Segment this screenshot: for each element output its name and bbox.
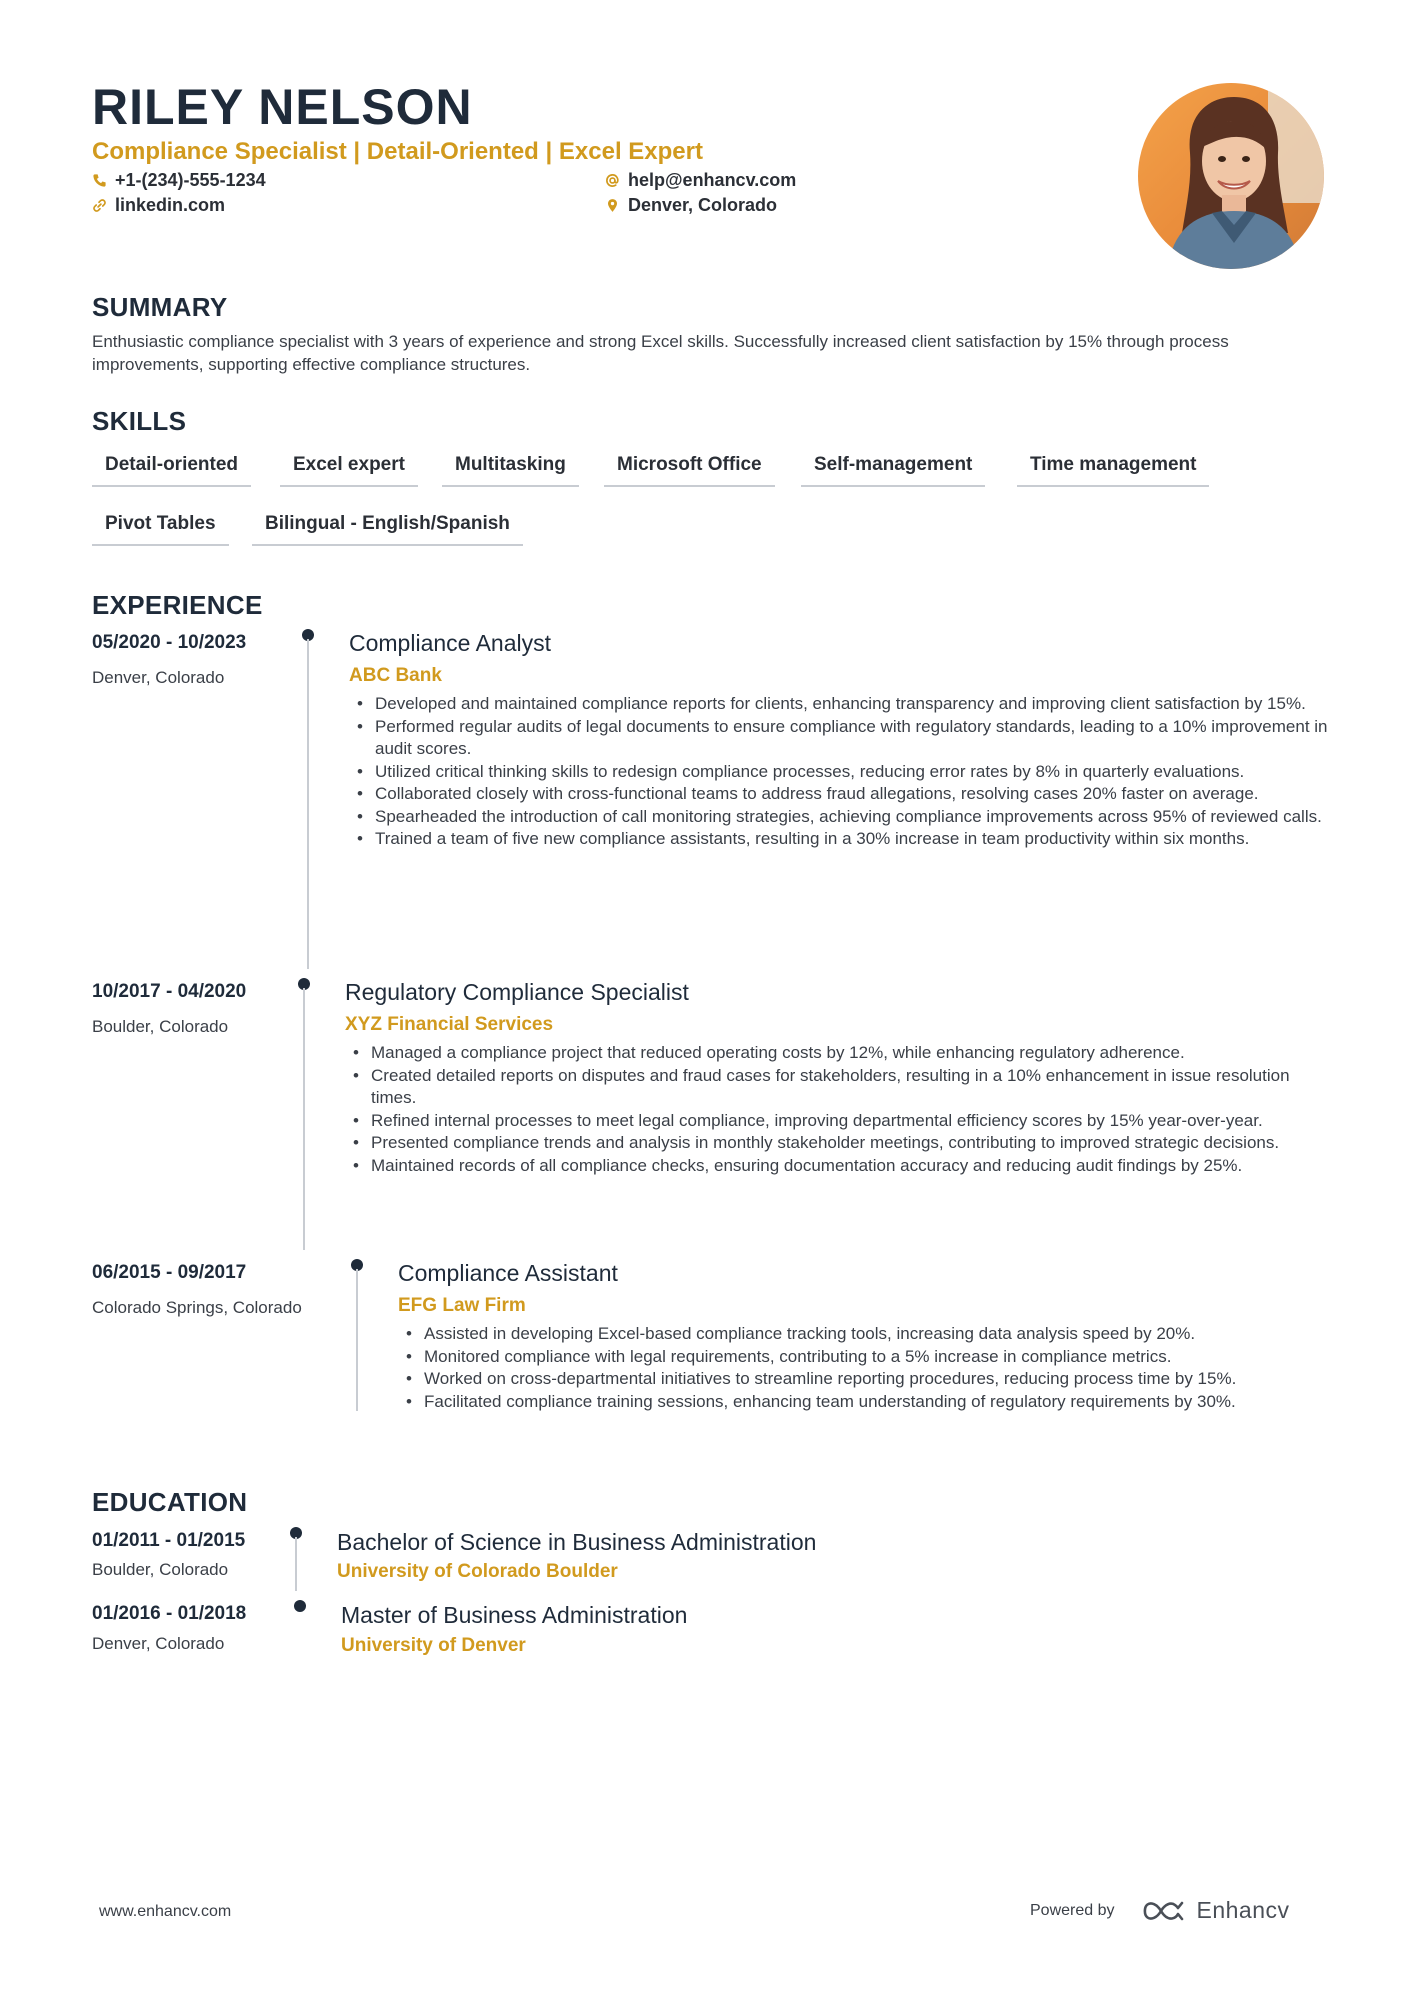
degree-title: Bachelor of Science in Business Administration (337, 1529, 817, 1555)
company-name: XYZ Financial Services (345, 1014, 554, 1035)
job-dates: 10/2017 - 04/2020 (92, 981, 247, 1002)
education-dates: 01/2016 - 01/2018 (92, 1603, 247, 1624)
bullet-item: • Created detailed reports on disputes and fraud cases for stakeholders, resulting in a 10% enhancement in issue resolution times. (345, 1065, 1330, 1110)
bullet-item: • Spearheaded the introduction of call monitoring strategies, achieving compliance improvements across 95% of reviewed calls. (349, 806, 1329, 829)
profile-photo (1138, 83, 1324, 269)
bullet-item: • Presented compliance trends and analysis in monthly stakeholder meetings, contributing to improved strategic decisions. (345, 1132, 1330, 1155)
education-location: Denver, Colorado (92, 1634, 225, 1653)
bullet-item: • Worked on cross-departmental initiatives to streamline reporting procedures, reducing process time by 15%. (398, 1368, 1328, 1391)
phone-contact (92, 170, 266, 191)
location-text: Denver, Colorado (628, 195, 778, 215)
bullet-item: • Utilized critical thinking skills to redesign compliance processes, reducing error rates by 8% in quarterly evaluations. (349, 761, 1329, 784)
skill-tag: Excel expert (280, 447, 418, 487)
at-icon (605, 173, 620, 188)
footer-branding (1030, 1897, 1290, 1924)
candidate-name: RILEY NELSON (92, 79, 473, 135)
job-title: Compliance Analyst (349, 630, 551, 656)
summary-heading: SUMMARY (92, 292, 228, 322)
job-location: Colorado Springs, Colorado (92, 1298, 302, 1317)
bullet-item: • Developed and maintained compliance reports for clients, enhancing transparency and improving client satisfaction by 15%. (349, 693, 1329, 716)
job-dates: 05/2020 - 10/2023 (92, 632, 247, 653)
bullet-item: • Facilitated compliance training sessions, enhancing team understanding of regulatory requirements by 30%. (398, 1391, 1328, 1414)
skill-tag: Time management (1017, 447, 1209, 487)
timeline-line (356, 1269, 358, 1411)
skill-tag: Detail-oriented (92, 447, 251, 487)
skills-heading: SKILLS (92, 406, 187, 436)
bullet-item: • Maintained records of all compliance checks, ensuring documentation accuracy and reducing audit findings by 25%. (345, 1155, 1330, 1178)
timeline-line (295, 1537, 297, 1591)
job-dates: 06/2015 - 09/2017 (92, 1262, 247, 1283)
school-name: University of Colorado Boulder (337, 1561, 618, 1582)
footer-website[interactable]: www.enhancv.com (99, 1903, 232, 1920)
job-title: Regulatory Compliance Specialist (345, 979, 689, 1005)
brand-name: Enhancv (1196, 1897, 1290, 1923)
company-name: EFG Law Firm (398, 1295, 526, 1316)
job-title: Compliance Assistant (398, 1260, 618, 1286)
skill-tag: Self-management (801, 447, 985, 487)
phone-icon (92, 173, 107, 188)
bullet-item: • Assisted in developing Excel-based compliance tracking tools, increasing data analysis speed by 20%. (398, 1323, 1328, 1346)
bullet-item: • Managed a compliance project that reduced operating costs by 12%, while enhancing regulatory adherence. (345, 1042, 1330, 1065)
brand-logo[interactable] (1141, 1897, 1290, 1924)
linkedin-link: linkedin.com (115, 195, 226, 215)
timeline-line (307, 639, 309, 969)
location-pin-icon (605, 198, 620, 213)
bullet-item: • Trained a team of five new compliance assistants, resulting in a 30% increase in team productivity within six months. (349, 828, 1329, 851)
link-icon (92, 198, 107, 213)
degree-title: Master of Business Administration (341, 1602, 688, 1628)
job-bullets (345, 1042, 1330, 1177)
bullet-item: • Monitored compliance with legal requirements, contributing to a 5% increase in compliance metrics. (398, 1346, 1328, 1369)
bullet-item: • Refined internal processes to meet legal compliance, improving departmental efficiency scores by 15% year-over-year. (345, 1110, 1330, 1133)
education-dates: 01/2011 - 01/2015 (92, 1530, 246, 1551)
job-location: Denver, Colorado (92, 668, 225, 687)
school-name: University of Denver (341, 1635, 526, 1656)
experience-heading: EXPERIENCE (92, 590, 263, 620)
job-bullets (398, 1323, 1328, 1413)
timeline-line (303, 988, 305, 1250)
email-address: help@enhancv.com (628, 170, 797, 190)
job-location: Boulder, Colorado (92, 1017, 229, 1036)
skill-tag: Microsoft Office (604, 447, 775, 487)
linkedin-contact[interactable] (92, 195, 225, 216)
enhancv-logo-icon (1141, 1899, 1187, 1923)
skill-tag: Multitasking (442, 447, 579, 487)
job-bullets (349, 693, 1329, 851)
powered-by-label: Powered by (1030, 1901, 1115, 1919)
timeline-dot (294, 1600, 306, 1612)
bullet-item: • Collaborated closely with cross-functional teams to address fraud allegations, resolving cases 20% faster on average. (349, 783, 1329, 806)
headline: Compliance Specialist | Detail-Oriented | Excel Expert (92, 138, 703, 165)
skill-tag: Bilingual - English/Spanish (252, 506, 523, 546)
company-name: ABC Bank (349, 665, 442, 686)
phone-number: +1-(234)-555-1234 (115, 170, 266, 190)
skill-tag: Pivot Tables (92, 506, 229, 546)
bullet-item: • Performed regular audits of legal documents to ensure compliance with regulatory standards, leading to a 10% improvement in audit scores. (349, 716, 1329, 761)
location-contact (605, 195, 777, 216)
email-contact[interactable] (605, 170, 796, 191)
education-heading: EDUCATION (92, 1487, 248, 1517)
summary-text: Enthusiastic compliance specialist with 3 years of experience and strong Excel skills. Successfully increased client satisfaction by 15% through process improvements, supporting effective compliance structures. (92, 332, 1229, 374)
education-location: Boulder, Colorado (92, 1560, 229, 1579)
